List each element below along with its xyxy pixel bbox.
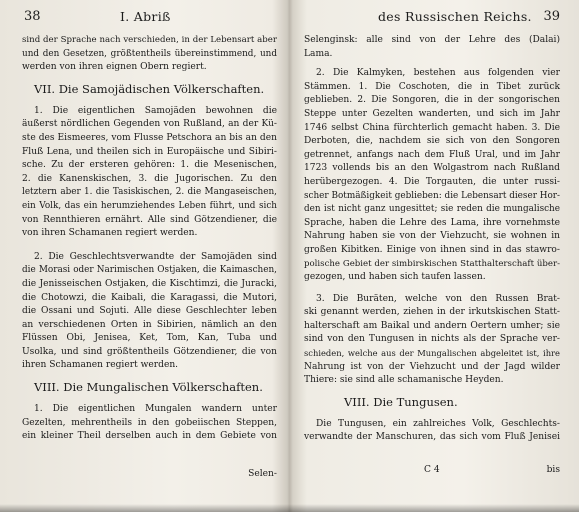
right-paragraph-top bbox=[304, 34, 560, 61]
right-page-body bbox=[304, 34, 560, 445]
text-line: Lama. bbox=[304, 48, 333, 59]
text-line: ein kleiner Theil derselben auch in dem Gebiete von bbox=[22, 431, 277, 442]
left-page-body bbox=[22, 34, 277, 444]
text-line: scher Botmäßigkeit geblieben: die Lebensart dieser Hor- bbox=[304, 190, 560, 201]
text-line: Gezelten, mehrentheils in den gobeiischen Steppen, bbox=[22, 417, 277, 428]
text-line: Thiere: sie sind alle schamanische Heyden. bbox=[304, 375, 504, 386]
text-line: sind der Sprache nach verschieden, in der Lebensart aber bbox=[22, 35, 277, 45]
text-line: an verschiedenen Orten in Sibirien, nämlich an den bbox=[22, 319, 277, 330]
right-running-title: des Russischen Reichs. bbox=[378, 9, 532, 24]
right-paragraph-2 bbox=[304, 293, 560, 388]
text-line: sche. Zu der ersteren gehören: 1. die Mesenischen, bbox=[22, 160, 277, 171]
signature-mark: C 4 bbox=[424, 465, 440, 475]
left-running-title: I. Abriß bbox=[120, 9, 171, 24]
text-line: Flüssen Obi, Jenisea, Ket, Tom, Kan, Tuba und bbox=[22, 333, 277, 344]
text-line: 1723 vollends bis an den Wolgastrom nach Rußland bbox=[304, 163, 560, 174]
text-line: schieden, welche aus der Mungalischen abgeleitet ist, ihre bbox=[304, 348, 560, 359]
right-page bbox=[304, 6, 560, 512]
text-line: geblieben. 2. Die Songoren, die in der songorischen bbox=[304, 95, 560, 106]
section-heading-viii-right: VIII. Die Tungusen. bbox=[344, 394, 458, 409]
text-line: Stämmen. 1. Die Coschoten, die in Tibet zurück bbox=[304, 81, 560, 92]
section-heading-vii: VII. Die Samojädischen Völkerschaften. bbox=[34, 81, 265, 96]
text-line: ste des Eismeeres, vom Flusse Petschora an bis an den bbox=[22, 132, 277, 143]
text-line: gezogen, und haben sich taufen lassen. bbox=[304, 272, 486, 283]
text-line: 2. Die Geschlechtsverwandte der Samojäden sind bbox=[34, 251, 277, 262]
text-line: Selenginsk: alle sind von der Lehre des (Dalai) bbox=[304, 35, 560, 45]
left-paragraph-2 bbox=[22, 251, 277, 373]
text-line: Steppe unter Gezelten wanderten, und sich im Jahr bbox=[304, 108, 560, 119]
left-page bbox=[22, 6, 277, 512]
text-line: 2. die Kanenskischen, 3. die Jugorischen. Zu den bbox=[22, 173, 277, 184]
section-heading-viii-left: VIII. Die Mungalischen Völkerschaften. bbox=[34, 380, 263, 395]
catchword: Selen- bbox=[248, 469, 277, 479]
text-line: letztern aber 1. die Tasiskischen, 2. die Mangaseischen, bbox=[22, 187, 277, 198]
text-line: 3. Die Buräten, welche von den Russen Brat- bbox=[316, 293, 560, 304]
text-line: von Rennthieren ernährt. Alle sind Götzendiener, die bbox=[22, 214, 277, 225]
left-page-number: 38 bbox=[24, 9, 41, 24]
text-line: herübergezogen. 4. Die Torgauten, die unter russi- bbox=[304, 176, 560, 187]
right-page-number: 39 bbox=[543, 9, 560, 24]
text-line: Nahrung haben sie von der Viehzucht, sie wohnen in bbox=[304, 231, 560, 242]
text-line: getrennet, anfangs nach dem Fluß Ural, und im Jahr bbox=[304, 149, 560, 160]
right-paragraph-3 bbox=[304, 418, 560, 445]
text-line: großen Kibitken. Einige von ihnen sind in das stawro- bbox=[304, 244, 560, 255]
left-paragraph-3 bbox=[22, 403, 277, 444]
text-line: halterschaft am Baikal und andern Oertern umher; sie bbox=[304, 320, 560, 331]
text-line: und den Gesetzen, größtentheils übereinstimmend, und bbox=[22, 48, 277, 59]
text-line: verwandte der Manschuren, das sich vom Fluß Jenisei bbox=[304, 432, 560, 443]
text-line: Nahrung ist von der Viehzucht und der Jagd wilder bbox=[304, 361, 560, 372]
text-line: 1746 selbst China fürchterlich gemacht haben. 3. Die bbox=[304, 122, 560, 133]
text-line: die Jenisseischen Ostjaken, die Kischtimzi, die Juracki, bbox=[22, 278, 277, 289]
page-edge-shadow bbox=[0, 504, 579, 512]
text-line: 1. Die eigentlichen Mungalen wandern unter bbox=[34, 404, 277, 415]
text-line: werden von ihren eignen Obern regiert. bbox=[22, 62, 207, 73]
left-paragraph-top bbox=[22, 34, 277, 75]
right-paragraph-1 bbox=[304, 67, 560, 285]
left-paragraph-1 bbox=[22, 105, 277, 241]
left-page-header bbox=[22, 6, 277, 28]
text-line: die Ossani und Sojuti. Alle diese Geschlechter leben bbox=[22, 306, 277, 317]
text-line: Derboten, die, nachdem sie sich von den Songoren bbox=[304, 136, 560, 147]
text-line: äußerst nördlichen Gegenden von Rußland, an der Kü- bbox=[22, 119, 277, 130]
text-line: Die Tungusen, ein zahlreiches Volk, Geschlechts- bbox=[316, 418, 560, 429]
text-line: 2. Die Kalmyken, bestehen aus folgenden vier bbox=[316, 68, 560, 79]
text-line: Sprache, haben die Lehre des Lama, ihre vornehmste bbox=[304, 217, 560, 228]
right-page-header bbox=[304, 6, 560, 28]
text-line: polische Gebiet der simbirskischen Statthalterschaft über- bbox=[304, 258, 560, 269]
catchword: bis bbox=[546, 465, 560, 475]
text-line: 1. Die eigentlichen Samojäden bewohnen die bbox=[34, 105, 277, 116]
text-line: den ist nicht ganz ungesittet; sie reden die mungalische bbox=[304, 204, 560, 215]
text-line: die Chotowzi, die Kaibali, die Karagassi, die Mutori, bbox=[22, 292, 277, 303]
text-line: Usolka, und sind größtentheils Götzendiener, die von bbox=[22, 346, 277, 357]
text-line: sind von den Tungusen in nichts als der Sprache ver- bbox=[304, 334, 560, 345]
text-line: von ihren Schamanen regiert werden. bbox=[22, 228, 198, 239]
text-line: ihren Schamanen regiert werden. bbox=[22, 360, 179, 371]
text-line: die Morasi oder Narimischen Ostjaken, die Kaimaschen, bbox=[22, 265, 277, 276]
text-line: ski genannt werden, ziehen in der irkutskischen Statt- bbox=[304, 307, 560, 318]
text-line: ein Volk, das ein herumziehendes Leben führt, und sich bbox=[22, 200, 277, 211]
text-line: Fluß Lena, und theilen sich in Europäische und Sibiri- bbox=[22, 146, 277, 157]
